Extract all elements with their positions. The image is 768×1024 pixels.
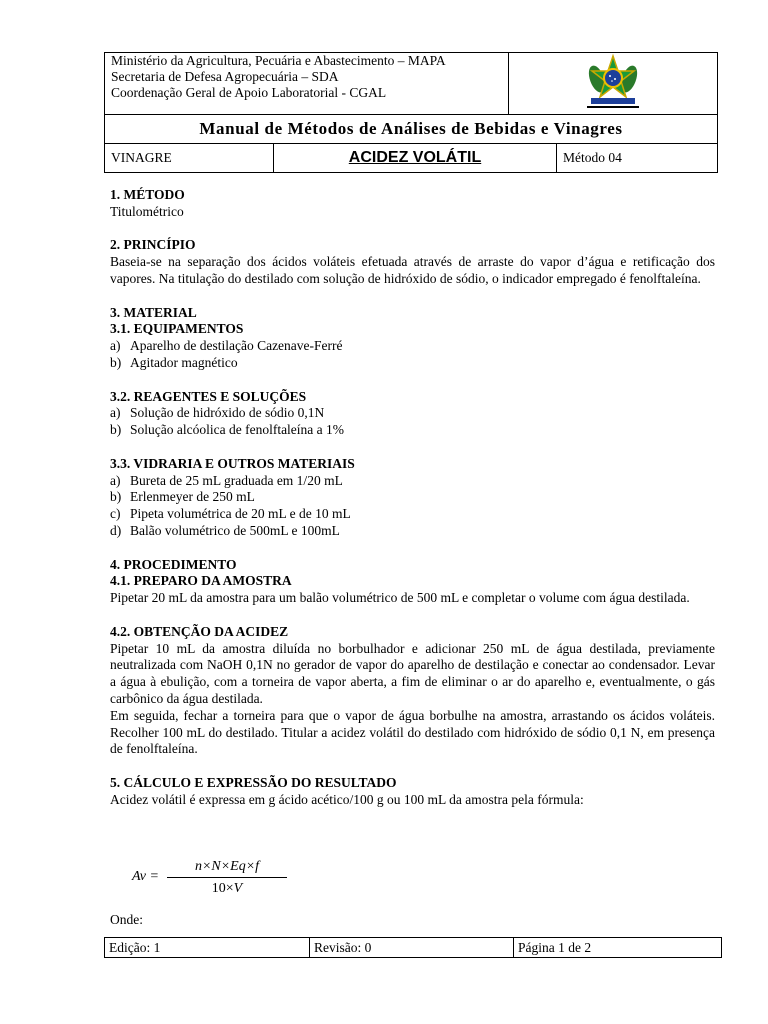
method-cell: Método 04 (563, 150, 622, 165)
list-item (110, 422, 715, 439)
list-marker: d) (110, 522, 122, 538)
header-table (104, 52, 718, 173)
list-marker: b) (110, 354, 122, 370)
subsection-title: 3.3. VIDRARIA E OUTROS MATERIAIS (110, 455, 355, 471)
list-text: Solução de hidróxido de sódio 0,1N (130, 405, 325, 421)
section-procedure (110, 557, 715, 607)
formula-denominator (167, 880, 287, 898)
document-body (110, 187, 715, 825)
org-line-coordination: Coordenação Geral de Apoio Laboratorial - CGAL (111, 85, 387, 100)
analysis-cell (274, 144, 557, 172)
brazil-coat-of-arms-icon (583, 53, 643, 109)
list-text: Bureta de 25 mL graduada em 1/20 mL (130, 472, 343, 488)
list-marker: a) (110, 338, 121, 354)
section-acidity (110, 624, 715, 758)
list-text: Erlenmeyer de 250 mL (130, 489, 255, 505)
section-reagents (110, 389, 715, 439)
list-item (110, 523, 715, 540)
org-line-secretariat: Secretaria de Defesa Agropecuária – SDA (111, 69, 339, 84)
section-title: 4. PROCEDIMENTO (110, 556, 237, 572)
section-glassware (110, 456, 715, 540)
list-item (110, 405, 715, 422)
list-marker: a) (110, 405, 121, 421)
list-item (110, 473, 715, 490)
organization-block (105, 53, 509, 115)
footer-table (104, 937, 722, 958)
list-marker: a) (110, 472, 121, 488)
section-text: Acidez volátil é expressa em g ácido acético/100 g ou 100 mL da amostra pela fórmula: (110, 791, 584, 807)
section-text: Em seguida, fechar a torneira para que o vapor de água borbulhe na amostra, arrastando os ácidos voláteis. Recolher 100 mL do destilado. Titular a acidez volátil do destilado com hidróxido de sódio 0,1 N, em presença de fenolftaleína. (110, 707, 715, 757)
section-calculation (110, 775, 715, 809)
revision-cell: Revisão: 0 (310, 938, 514, 958)
manual-title: Manual de Métodos de Análises de Bebidas e Vinagres (105, 115, 718, 144)
list-text: Aparelho de destilação Cazenave-Ferré (130, 338, 343, 354)
formula-fraction (167, 858, 287, 898)
list-item (110, 489, 715, 506)
list-item (110, 338, 715, 355)
section-text: Pipetar 20 mL da amostra para um balão volumétrico de 500 mL e completar o volume com água destilada. (110, 590, 690, 606)
formula-lhs: Av = (132, 869, 159, 884)
section-text: Pipetar 10 mL da amostra diluída no borbulhador e adicionar 250 mL de água destilada, previamente neutralizada com NaOH 0,1N no gerador de vapor do aparelho de destilação e conectar ao condensador. Levar a água à ebulição, com a torneira de vapor aberta, a fim de eliminar o ar do aparelho e, eventualmente, o gás carbônico da água destilada. (110, 640, 715, 706)
list-text: Balão volumétrico de 500mL e 100mL (130, 522, 340, 538)
org-line-ministry: Ministério da Agricultura, Pecuária e Abastecimento – MAPA (111, 53, 446, 68)
section-title: 1. MÉTODO (110, 187, 185, 202)
list-marker: b) (110, 422, 122, 438)
page-number-cell: Página 1 de 2 (514, 938, 722, 958)
denominator-constant: 10× (211, 881, 234, 896)
onde-label: Onde: (110, 912, 143, 927)
section-title: 3. MATERIAL (110, 304, 197, 320)
section-principle (110, 237, 715, 287)
list-marker: c) (110, 506, 121, 522)
section-material (110, 305, 715, 372)
section-method (110, 187, 715, 221)
list-text: Solução alcóolica de fenolftaleína a 1% (130, 422, 345, 438)
denominator-variable: V (233, 881, 243, 896)
list-marker: b) (110, 489, 122, 505)
meta-table (105, 144, 717, 172)
emblem-cell (509, 53, 718, 115)
subsection-title: 3.1. EQUIPAMENTOS (110, 321, 244, 337)
subsection-title: 4.1. PREPARO DA AMOSTRA (110, 573, 292, 589)
section-text: Titulométrico (110, 203, 184, 219)
product-cell: VINAGRE (105, 144, 274, 172)
fraction-bar (167, 877, 287, 878)
section-text: Baseia-se na separação dos ácidos voláteis efetuada através de arraste do vapor d’água e retificação dos vapores. Na titulação do destilado com solução de hidróxido de sódio, o indicador empregado é fenolftaleína. (110, 254, 715, 286)
section-title: 2. PRINCÍPIO (110, 237, 196, 253)
subsection-title: 4.2. OBTENÇÃO DA ACIDEZ (110, 623, 289, 639)
subsection-title: 3.2. REAGENTES E SOLUÇÕES (110, 388, 307, 404)
list-item (110, 355, 715, 372)
analysis-title: ACIDEZ VOLÁTIL (348, 149, 482, 166)
section-title: 5. CÁLCULO E EXPRESSÃO DO RESULTADO (110, 774, 397, 790)
formula-numerator: n×N×Eq×f (194, 859, 260, 874)
list-item (110, 506, 715, 523)
list-text: Agitador magnético (130, 354, 238, 370)
list-text: Pipeta volumétrica de 20 mL e de 10 mL (130, 506, 351, 522)
edition-cell: Edição: 1 (105, 938, 310, 958)
